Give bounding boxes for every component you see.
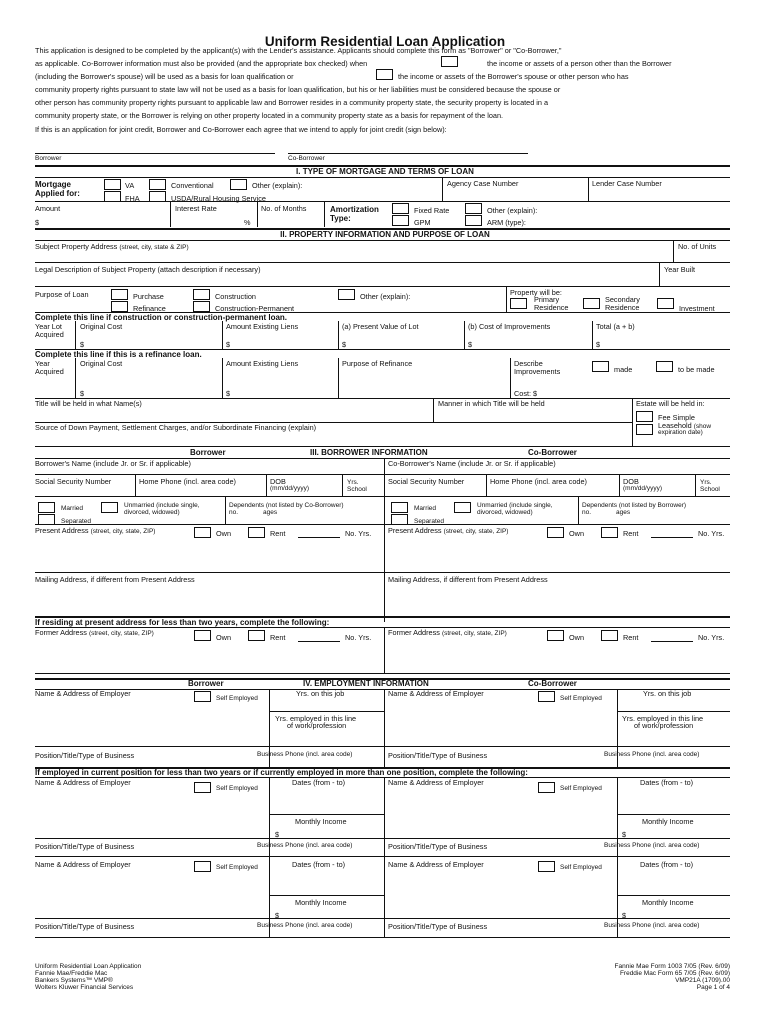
- b-prev2-employer-label: Name & Address of Employer: [35, 860, 131, 869]
- made-label: made: [614, 365, 633, 374]
- b-dob-format: (mm/dd/yyyy): [270, 485, 309, 492]
- c-prev2-position-label: Position/Title/Type of Business: [388, 922, 488, 931]
- refinance-label: Refinance: [133, 304, 166, 313]
- c-yrs-label: Yrs.: [700, 479, 712, 486]
- other-mortgage-checkbox[interactable]: [230, 179, 247, 190]
- other-purpose-checkbox[interactable]: [338, 289, 355, 300]
- c-unmarried-label: Unmarried (include single,: [477, 502, 553, 509]
- c-dates2-label: Dates (from - to): [640, 860, 694, 869]
- b-no-yrs-label: No. Yrs.: [345, 529, 372, 538]
- refi-existing-liens-label: Amount Existing Liens: [226, 359, 299, 368]
- b-dob-label: DOB: [270, 477, 286, 486]
- c-yrs-line-label: Yrs. employed in this line: [622, 714, 704, 723]
- b-unmarried-checkbox[interactable]: [101, 502, 118, 513]
- c-prev-self-employed-label: Self Employed: [560, 785, 602, 792]
- b-yrs-line-label: Yrs. employed in this line: [275, 714, 357, 723]
- orig-cost-dollar: $: [80, 340, 85, 349]
- b-ssn-label: Social Security Number: [35, 477, 112, 486]
- improvements-label: Improvements: [514, 367, 561, 376]
- c-married-checkbox[interactable]: [391, 502, 408, 513]
- b-prev-self-employed-checkbox[interactable]: [194, 782, 211, 793]
- b-dates2-label: Dates (from - to): [292, 860, 346, 869]
- existing-liens-label: Amount Existing Liens: [226, 322, 299, 331]
- b-prev-self-employed-label: Self Employed: [216, 785, 258, 792]
- borrower-name-label: Borrower's Name (include Jr. or Sr. if applicable): [35, 459, 191, 468]
- construction-permanent-label: Construction-Permanent: [215, 304, 295, 313]
- c-mailing-address-label: Mailing Address, if different from Present Address: [388, 575, 548, 584]
- section-3-heading: III. BORROWER INFORMATION: [310, 448, 428, 457]
- b-married-checkbox[interactable]: [38, 502, 55, 513]
- b-work-profession-label: of work/profession: [287, 721, 347, 730]
- interest-rate-label: Interest Rate: [175, 204, 217, 213]
- c-own-label: Own: [569, 529, 585, 538]
- months-label: No. of Months: [261, 204, 307, 213]
- conventional-label: Conventional: [171, 181, 214, 190]
- year-label: Year: [35, 359, 50, 368]
- interest-pct: %: [244, 218, 251, 227]
- coborrower-col-heading: Co-Borrower: [528, 448, 577, 457]
- b-rent-checkbox[interactable]: [248, 527, 265, 538]
- b-former-address-label: Former Address (street, city, state, ZIP): [35, 628, 154, 637]
- c-dependents-label: Dependents (not listed by Borrower): [582, 502, 687, 509]
- footer-right-1: Fannie Mae Form 1003 7/05 (Rev. 6/09): [614, 963, 730, 970]
- conventional-checkbox[interactable]: [149, 179, 166, 190]
- b-employer-label: Name & Address of Employer: [35, 689, 131, 698]
- units-label: No. of Units: [678, 242, 717, 251]
- refi-cost-dollar: $: [80, 389, 85, 398]
- leasehold-checkbox[interactable]: [636, 424, 653, 435]
- manner-title-label: Manner in which Title will be held: [438, 399, 545, 408]
- cost-improvements-label: (b) Cost of Improvements: [468, 322, 551, 331]
- intro-line: This application is designed to be completed by the applicant(s) with the Lender's assistance. Applicants should complete this form as "Borrower" or "Co-Borrower,": [35, 46, 562, 55]
- other-explain-label: Other (explain):: [252, 181, 303, 190]
- footer-right-2: Freddie Mac Form 65 7/05 (Rev. 6/09): [619, 970, 730, 977]
- b-former-own-label: Own: [216, 633, 232, 642]
- purchase-checkbox[interactable]: [111, 289, 128, 300]
- va-label: VA: [125, 181, 135, 190]
- fha-label: FHA: [125, 194, 140, 203]
- leasehold-label: Leasehold (show: [658, 421, 712, 430]
- b-former-rent-checkbox[interactable]: [248, 630, 265, 641]
- primary-label: Primary: [534, 295, 560, 304]
- other-purpose-label: Other (explain):: [360, 292, 411, 301]
- b-former-rent-label: Rent: [270, 633, 286, 642]
- b-rent-label: Rent: [270, 529, 286, 538]
- coborrower-signature-label: Co-Borrower: [288, 155, 325, 162]
- investment-label: Investment: [679, 304, 715, 313]
- b-own-label: Own: [216, 529, 232, 538]
- b-present-address-label: Present Address (street, city, state, ZIP): [35, 526, 156, 535]
- fixed-rate-checkbox[interactable]: [392, 203, 409, 214]
- b-unmarried-label: Unmarried (include single,: [124, 502, 200, 509]
- coborrower-signature-line[interactable]: [288, 153, 528, 154]
- b-prev2-self-employed-checkbox[interactable]: [194, 861, 211, 872]
- construction-checkbox[interactable]: [193, 289, 210, 300]
- footer-left-3: Bankers Systems™ VMP®: [35, 977, 113, 984]
- footer-right-3: VMP21A (1709).00: [675, 977, 730, 984]
- section-2-heading: II. PROPERTY INFORMATION AND PURPOSE OF LOAN: [280, 230, 490, 239]
- c-prev-employer-label: Name & Address of Employer: [388, 778, 484, 787]
- cost-label: Cost: $: [514, 389, 538, 398]
- va-checkbox[interactable]: [104, 179, 121, 190]
- b-unmarried-label-2: divorced, widowed): [124, 509, 180, 516]
- original-cost-label: Original Cost: [80, 322, 123, 331]
- other-amort-label: Other (explain):: [487, 206, 538, 215]
- c-home-phone-label: Home Phone (incl. area code): [490, 477, 587, 486]
- year-lot-label: Year Lot: [35, 322, 62, 331]
- arm-label: ARM (type):: [487, 218, 526, 227]
- describe-label: Describe: [514, 359, 543, 368]
- refi-liens-dollar: $: [226, 389, 231, 398]
- legal-description-label: Legal Description of Subject Property (attach description if necessary): [35, 265, 261, 274]
- emp-borrower-heading: Borrower: [188, 679, 224, 688]
- c-former-own-checkbox[interactable]: [547, 630, 564, 641]
- b-prev-position-label: Position/Title/Type of Business: [35, 842, 135, 851]
- c-monthly-dollar: $: [622, 830, 627, 839]
- b-monthly2-label: Monthly Income: [295, 898, 347, 907]
- b-former-no-yrs-label: No. Yrs.: [345, 633, 372, 642]
- secondary-label: Secondary: [605, 295, 640, 304]
- c-ssn-label: Social Security Number: [388, 477, 465, 486]
- amortization-label: Amortization: [330, 205, 379, 214]
- c-position-label: Position/Title/Type of Business: [388, 751, 488, 760]
- intro-line: the income or assets of the Borrower's spouse or other person who has: [398, 72, 629, 81]
- c-rent-label: Rent: [623, 529, 639, 538]
- construction-permanent-checkbox[interactable]: [193, 301, 210, 312]
- b-yrs-job-label: Yrs. on this job: [296, 689, 345, 698]
- c-prev2-employer-label: Name & Address of Employer: [388, 860, 484, 869]
- emp-coborrower-heading: Co-Borrower: [528, 679, 577, 688]
- to-be-made-checkbox[interactable]: [656, 361, 673, 372]
- c-prev-business-phone-label: Business Phone (incl. area code): [604, 842, 700, 849]
- arm-checkbox[interactable]: [465, 215, 482, 226]
- c-unmarried-label-2: divorced, widowed): [477, 509, 533, 516]
- refinance-line-note: Complete this line if this is a refinance loan.: [35, 350, 202, 359]
- b-married-label: Married: [61, 505, 84, 512]
- b-self-employed-label: Self Employed: [216, 695, 258, 702]
- c-prev2-business-phone-label: Business Phone (incl. area code): [604, 922, 700, 929]
- fee-simple-label: Fee Simple: [658, 413, 695, 422]
- intro-line: other person has community property rights pursuant to applicable law and Borrower resides in a community property state, the security property is located in a: [35, 98, 549, 107]
- footer-left-2: Fannie Mae/Freddie Mac: [35, 970, 108, 977]
- section-1-heading: I. TYPE OF MORTGAGE AND TERMS OF LOAN: [296, 167, 474, 176]
- c-employer-label: Name & Address of Employer: [388, 689, 484, 698]
- c-unmarried-checkbox[interactable]: [454, 502, 471, 513]
- source-down-payment-label: Source of Down Payment, Settlement Charges, and/or Subordinate Financing (explain): [35, 423, 317, 432]
- secondary-residence-label: Residence: [605, 303, 640, 312]
- footer-left-4: Wolters Kluwer Financial Services: [35, 984, 134, 991]
- fee-simple-checkbox[interactable]: [636, 411, 653, 422]
- title-names-label: Title will be held in what Name(s): [35, 399, 142, 408]
- c-dep-no-label: no.: [582, 509, 592, 516]
- c-own-checkbox[interactable]: [547, 527, 564, 538]
- year-built-label: Year Built: [664, 265, 695, 274]
- other-amort-checkbox[interactable]: [465, 203, 482, 214]
- c-monthly-income-label: Monthly Income: [642, 817, 694, 826]
- b-home-phone-label: Home Phone (incl. area code): [139, 477, 236, 486]
- property-will-be-label: Property will be:: [510, 288, 562, 297]
- purchase-label: Purchase: [133, 292, 164, 301]
- refinance-checkbox[interactable]: [111, 301, 128, 312]
- section-4-heading: IV. EMPLOYMENT INFORMATION: [303, 679, 429, 688]
- construction-label: Construction: [215, 292, 256, 301]
- c-dates-label: Dates (from - to): [640, 778, 694, 787]
- c-dob-format: (mm/dd/yyyy): [623, 485, 662, 492]
- c-prev2-self-employed-label: Self Employed: [560, 864, 602, 871]
- b-prev-employer-label: Name & Address of Employer: [35, 778, 131, 787]
- c-married-label: Married: [414, 505, 437, 512]
- c-former-no-yrs-label: No. Yrs.: [698, 633, 725, 642]
- c-former-address-label: Former Address (street, city, state, ZIP): [388, 628, 507, 637]
- investment-checkbox[interactable]: [657, 298, 674, 309]
- b-school-label: School: [347, 486, 367, 493]
- applied-for-label: Applied for:: [35, 189, 80, 198]
- less-two-years-note: If residing at present address for less than two years, complete the following:: [35, 618, 330, 627]
- mortgage-label: Mortgage: [35, 180, 71, 189]
- amortization-type-label: Type:: [330, 214, 351, 223]
- c-self-employed-label: Self Employed: [560, 695, 602, 702]
- borrower-signature-label: Borrower: [35, 155, 62, 162]
- b-prev2-business-phone-label: Business Phone (incl. area code): [257, 922, 353, 929]
- fixed-rate-label: Fixed Rate: [414, 206, 450, 215]
- b-business-phone-label: Business Phone (incl. area code): [257, 751, 353, 758]
- subject-address-label: Subject Property Address (street, city, state & ZIP): [35, 242, 189, 251]
- total-dollar: $: [596, 340, 601, 349]
- joint-credit-text: If this is an application for joint credit, Borrower and Co-Borrower each agree that we intend to apply for joint credit (sign below):: [35, 125, 447, 134]
- primary-residence-checkbox[interactable]: [510, 298, 527, 309]
- b-mailing-address-label: Mailing Address, if different from Present Address: [35, 575, 195, 584]
- c-dep-ages-label: ages: [616, 509, 631, 516]
- c-school-label: School: [700, 486, 720, 493]
- b-self-employed-checkbox[interactable]: [194, 691, 211, 702]
- c-yrs-job-label: Yrs. on this job: [643, 689, 692, 698]
- spouse-info-checkbox[interactable]: [376, 69, 393, 80]
- b-own-checkbox[interactable]: [194, 527, 211, 538]
- cost-impr-dollar: $: [468, 340, 473, 349]
- refi-acquired-label: Acquired: [35, 367, 64, 376]
- b-prev2-self-employed-label: Self Employed: [216, 864, 258, 871]
- b-dates-label: Dates (from - to): [292, 778, 346, 787]
- borrower-signature-line[interactable]: [35, 153, 275, 154]
- c-self-employed-checkbox[interactable]: [538, 691, 555, 702]
- amount-label: Amount: [35, 204, 61, 213]
- intro-line: (including the Borrower's spouse) will be used as a basis for loan qualification or: [35, 72, 294, 81]
- b-dependents-label: Dependents (not listed by Co-Borrower): [229, 502, 344, 509]
- acquired-label: Acquired: [35, 330, 64, 339]
- borrower-col-heading: Borrower: [190, 448, 226, 457]
- b-yrs-label: Yrs.: [347, 479, 359, 486]
- footer-left-1: Uniform Residential Loan Application: [35, 963, 142, 970]
- b-monthly2-dollar: $: [275, 911, 280, 920]
- b-position-label: Position/Title/Type of Business: [35, 751, 135, 760]
- b-dep-no-label: no.: [229, 509, 239, 516]
- if-employed-note: If employed in current position for less than two years or if currently employed in more than one position, complete the following:: [35, 768, 528, 777]
- usda-label: USDA/Rural Housing Service: [171, 194, 266, 203]
- b-separated-label: Separated: [61, 518, 91, 525]
- c-rent-checkbox[interactable]: [601, 527, 618, 538]
- made-checkbox[interactable]: [592, 361, 609, 372]
- c-monthly2-dollar: $: [622, 911, 627, 920]
- c-business-phone-label: Business Phone (incl. area code): [604, 751, 700, 758]
- footer-right-4: Page 1 of 4: [696, 984, 730, 991]
- purpose-refinance-label: Purpose of Refinance: [342, 359, 413, 368]
- b-dep-ages-label: ages: [263, 509, 278, 516]
- gpm-checkbox[interactable]: [392, 215, 409, 226]
- b-prev-business-phone-label: Business Phone (incl. area code): [257, 842, 353, 849]
- present-value-label: (a) Present Value of Lot: [342, 322, 419, 331]
- coborrower-info-checkbox[interactable]: [441, 56, 458, 67]
- lender-case-label: Lender Case Number: [592, 179, 662, 188]
- c-present-address-label: Present Address (street, city, state, ZIP): [388, 526, 509, 535]
- intro-line: community property state, or the Borrower is relying on other property located in a community property state as a basis for repayment of the loan.: [35, 111, 504, 120]
- intro-line: as applicable. Co-Borrower information must also be provided (and the appropriate box checked) when: [35, 59, 368, 68]
- b-prev2-position-label: Position/Title/Type of Business: [35, 922, 135, 931]
- refi-original-cost-label: Original Cost: [80, 359, 123, 368]
- coborrower-name-label: Co-Borrower's Name (include Jr. or Sr. if applicable): [388, 459, 556, 468]
- form-title: Uniform Residential Loan Application: [264, 34, 506, 49]
- c-no-yrs-label: No. Yrs.: [698, 529, 725, 538]
- c-work-profession-label: of work/profession: [634, 721, 694, 730]
- total-label: Total (a + b): [596, 322, 635, 331]
- purpose-label: Purpose of Loan: [35, 290, 89, 299]
- estate-held-label: Estate will be held in:: [636, 399, 705, 408]
- gpm-label: GPM: [414, 218, 431, 227]
- residence-label: Residence: [534, 303, 569, 312]
- c-monthly2-label: Monthly Income: [642, 898, 694, 907]
- c-former-rent-label: Rent: [623, 633, 639, 642]
- secondary-residence-checkbox[interactable]: [583, 298, 600, 309]
- agency-case-label: Agency Case Number: [447, 179, 519, 188]
- to-be-made-label: to be made: [678, 365, 715, 374]
- construction-line-note: Complete this line if construction or construction-permanent loan.: [35, 313, 288, 322]
- liens-dollar: $: [226, 340, 231, 349]
- present-value-dollar: $: [342, 340, 347, 349]
- intro-line: the income or assets of a person other than the Borrower: [487, 59, 672, 68]
- c-former-own-label: Own: [569, 633, 585, 642]
- c-prev-self-employed-checkbox[interactable]: [538, 782, 555, 793]
- c-prev2-self-employed-checkbox[interactable]: [538, 861, 555, 872]
- c-prev-position-label: Position/Title/Type of Business: [388, 842, 488, 851]
- b-monthly-dollar: $: [275, 830, 280, 839]
- b-former-own-checkbox[interactable]: [194, 630, 211, 641]
- c-dob-label: DOB: [623, 477, 639, 486]
- c-former-rent-checkbox[interactable]: [601, 630, 618, 641]
- c-separated-label: Separated: [414, 518, 444, 525]
- amount-dollar: $: [35, 218, 40, 227]
- intro-line: community property rights pursuant to state law will not be used as a basis for loan qualification, but his or her liabilities must be considered because the spouse or: [35, 85, 561, 94]
- b-monthly-income-label: Monthly Income: [295, 817, 347, 826]
- expiration-label: expiration date): [658, 429, 703, 436]
